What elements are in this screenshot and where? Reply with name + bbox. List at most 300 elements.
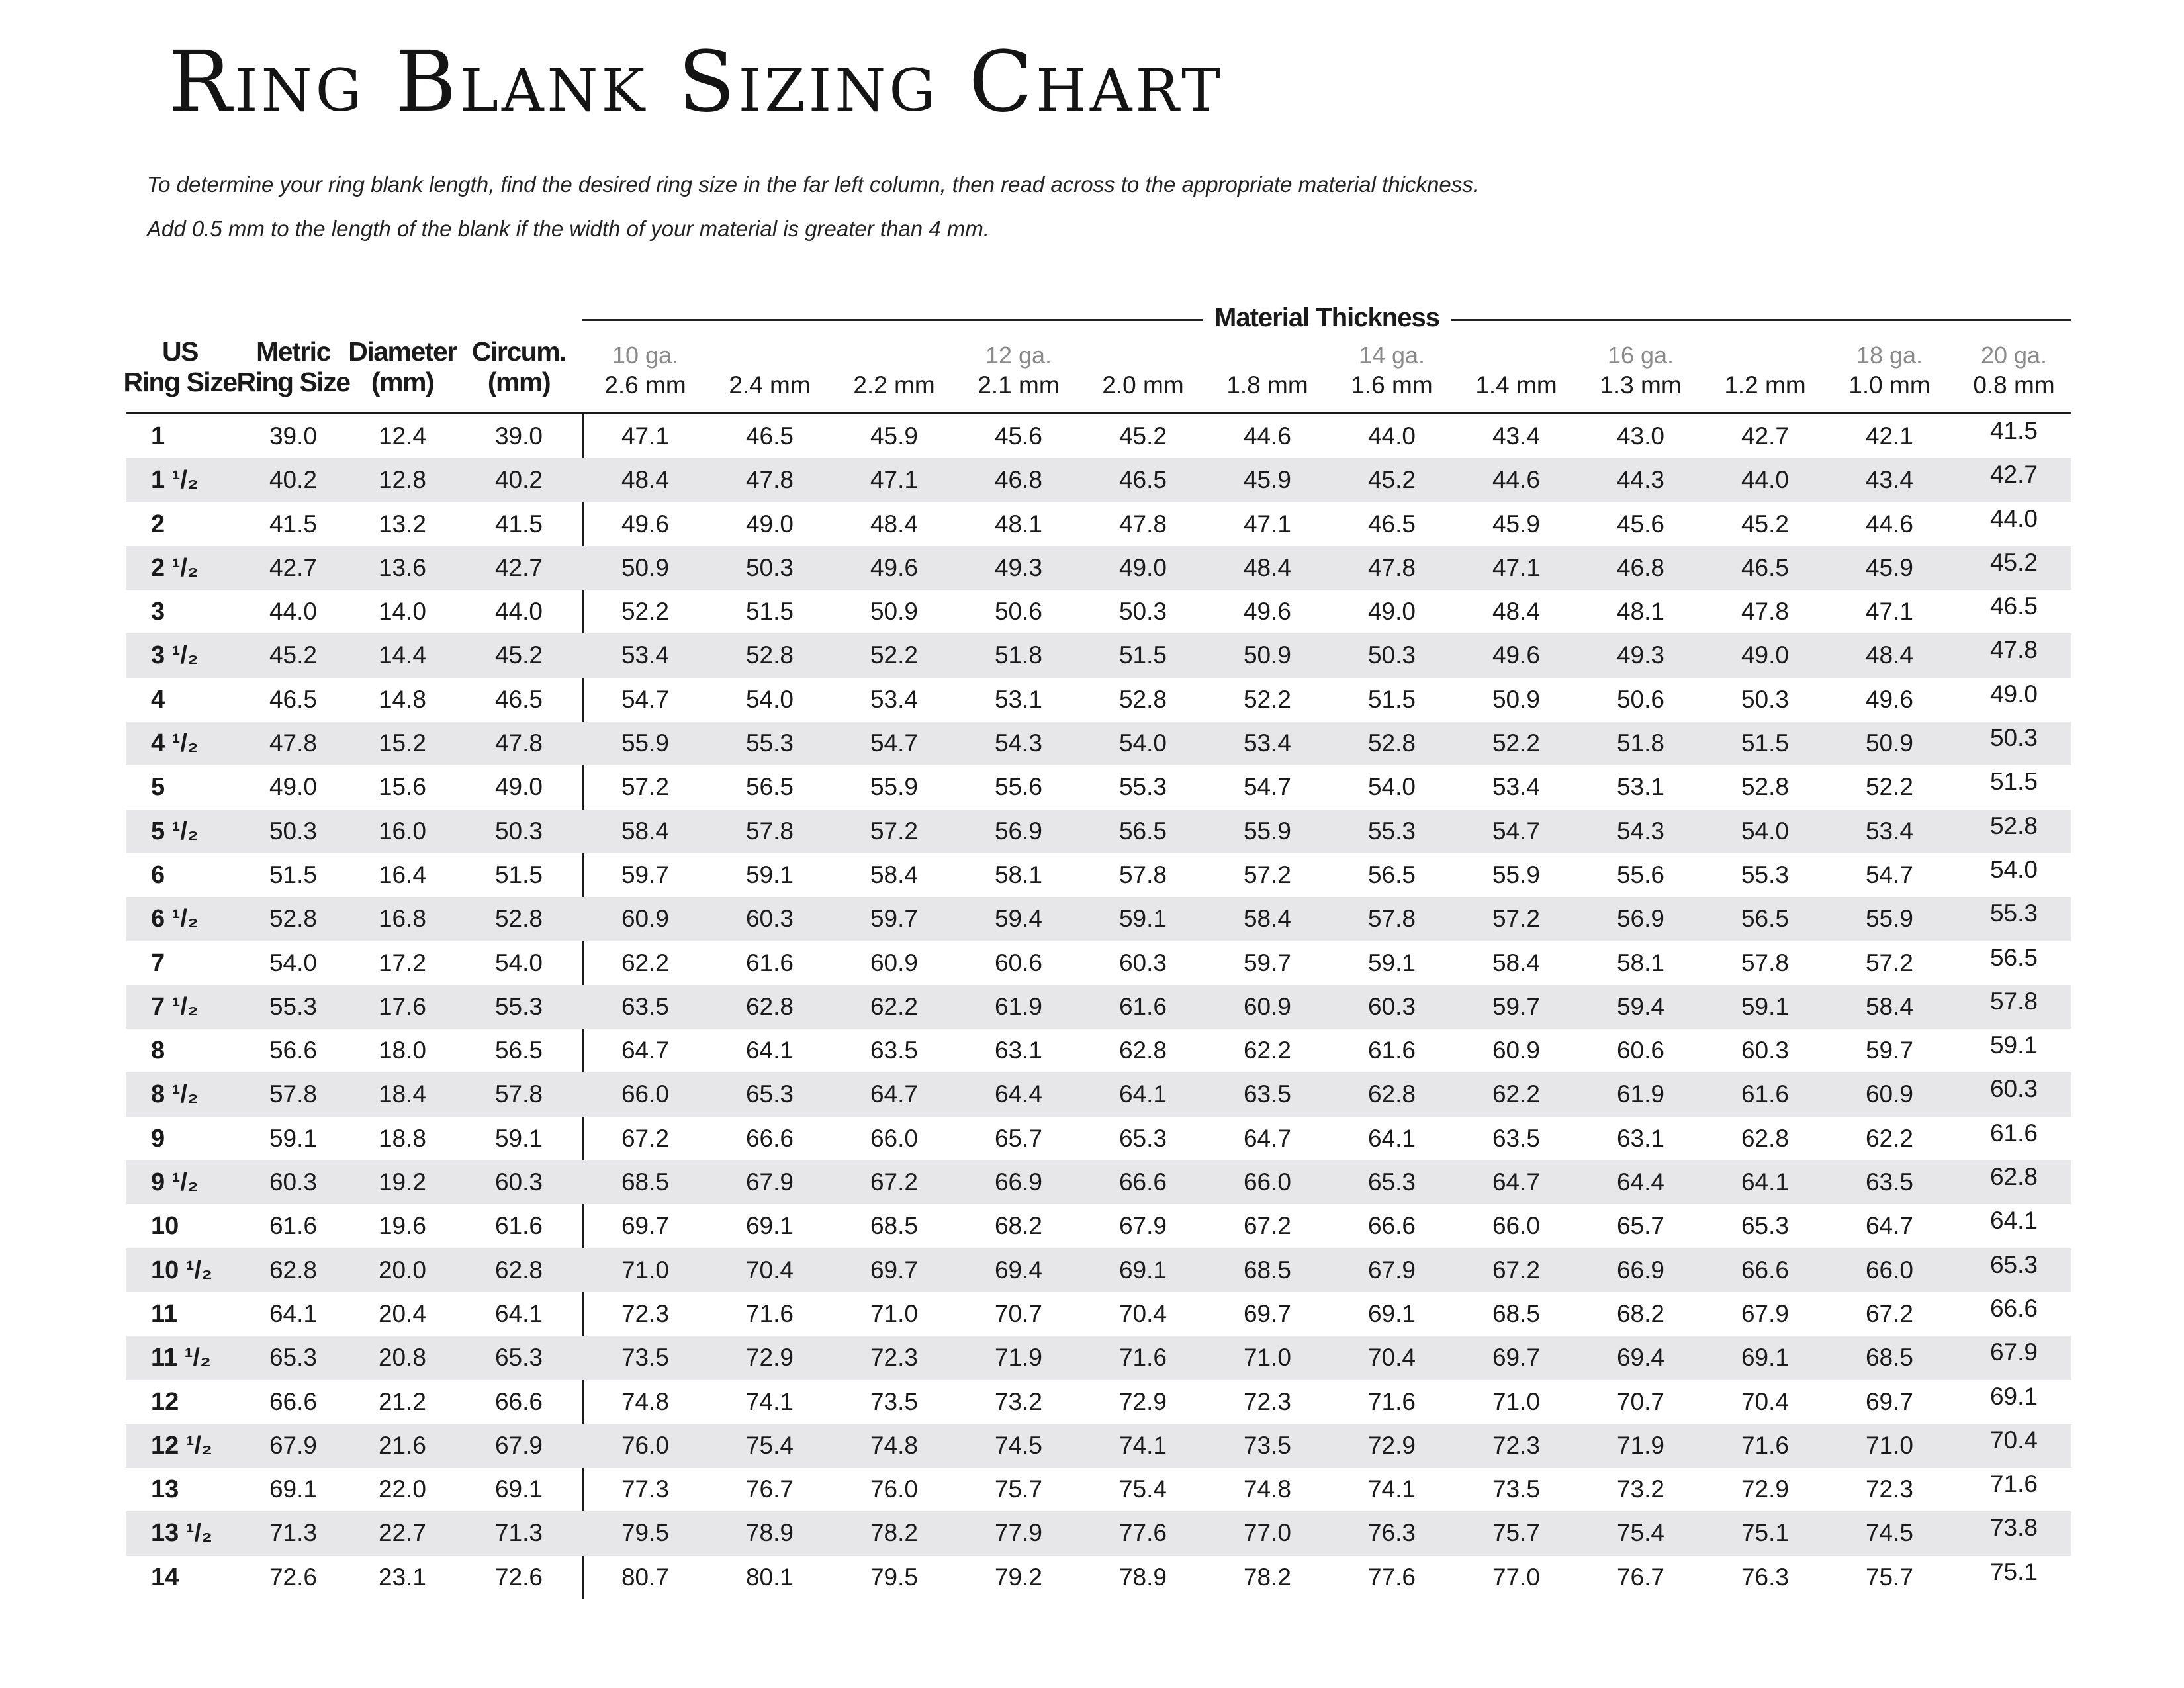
blank-length-cell: 60.3 <box>1989 1075 2038 1103</box>
blank-length-cell: 65.3 <box>1118 1124 1167 1152</box>
blank-length-cell: 66.6 <box>1367 1212 1416 1240</box>
blank-length-cell: 57.8 <box>1989 987 2038 1015</box>
blank-length-cell: 51.5 <box>1989 768 2038 796</box>
blank-length-cell: 47.8 <box>1367 553 1416 581</box>
blank-length-cell: 73.2 <box>1616 1476 1664 1503</box>
blank-length-cell: 64.1 <box>1118 1080 1167 1108</box>
blank-length-cell: 55.3 <box>1367 817 1416 845</box>
circumference-cell: 54.0 <box>494 949 543 976</box>
blank-length-cell: 58.4 <box>870 861 918 888</box>
blank-length-cell: 77.3 <box>621 1476 669 1503</box>
blank-length-cell: 54.7 <box>870 729 918 757</box>
blank-length-cell: 75.4 <box>1118 1476 1167 1503</box>
blank-length-cell: 52.2 <box>1492 729 1540 757</box>
blank-length-cell: 50.6 <box>1616 685 1664 713</box>
blank-length-cell: 64.7 <box>621 1037 669 1064</box>
blank-length-cell: 57.2 <box>1243 861 1291 888</box>
blank-length-cell: 53.4 <box>1492 773 1540 801</box>
blank-length-cell: 74.1 <box>745 1387 794 1415</box>
blank-length-cell: 62.2 <box>621 949 669 976</box>
blank-length-cell: 74.5 <box>1865 1519 1913 1547</box>
table-row <box>126 458 2071 502</box>
blank-length-cell: 67.9 <box>745 1168 794 1196</box>
blank-length-cell: 45.9 <box>1492 510 1540 538</box>
blank-length-cell: 76.7 <box>1616 1563 1664 1591</box>
us-ring-size-cell: 7 ¹/₂ <box>151 992 199 1021</box>
blank-length-cell: 59.4 <box>994 905 1042 933</box>
circumference-cell: 49.0 <box>494 773 543 801</box>
blank-length-cell: 75.7 <box>1865 1563 1913 1591</box>
blank-length-cell: 60.3 <box>1118 949 1167 976</box>
blank-length-cell: 65.3 <box>1741 1212 1789 1240</box>
blank-length-cell: 67.2 <box>1865 1299 1913 1327</box>
blank-length-cell: 67.2 <box>1492 1256 1540 1284</box>
metric-size-cell: 51.5 <box>269 861 317 888</box>
blank-length-cell: 71.0 <box>1865 1431 1913 1459</box>
blank-length-cell: 52.8 <box>1989 812 2038 839</box>
blank-length-cell: 53.4 <box>1243 729 1291 757</box>
circumference-cell: 61.6 <box>494 1212 543 1240</box>
blank-length-cell: 47.1 <box>870 466 918 494</box>
blank-length-cell: 68.5 <box>870 1212 918 1240</box>
metric-size-cell: 66.6 <box>269 1387 317 1415</box>
us-ring-size-cell: 10 ¹/₂ <box>151 1256 212 1284</box>
table-row <box>126 546 2071 590</box>
table-row <box>126 633 2071 677</box>
blank-length-cell: 64.7 <box>1492 1168 1540 1196</box>
blank-length-cell: 79.5 <box>621 1519 669 1547</box>
blank-length-cell: 44.0 <box>1367 422 1416 449</box>
diameter-cell: 19.2 <box>378 1168 426 1196</box>
blank-length-cell: 76.0 <box>870 1476 918 1503</box>
blank-length-cell: 50.3 <box>1741 685 1789 713</box>
blank-length-cell: 70.4 <box>1741 1387 1789 1415</box>
blank-length-cell: 51.5 <box>1118 641 1167 669</box>
blank-length-cell: 46.8 <box>1616 553 1664 581</box>
blank-length-cell: 75.1 <box>1989 1558 2038 1585</box>
metric-size-cell: 47.8 <box>269 729 317 757</box>
blank-length-cell: 56.5 <box>745 773 794 801</box>
table-row <box>126 502 2071 546</box>
diameter-cell: 13.6 <box>378 553 426 581</box>
thickness-mm-header: 2.6 mm <box>604 371 686 399</box>
diameter-cell: 17.2 <box>378 949 426 976</box>
blank-length-cell: 75.7 <box>994 1476 1042 1503</box>
blank-length-cell: 54.0 <box>1989 855 2038 883</box>
column-header-us-ring-size <box>114 336 246 397</box>
table-row <box>126 1072 2071 1116</box>
blank-length-cell: 50.3 <box>745 553 794 581</box>
blank-length-cell: 71.0 <box>1243 1344 1291 1372</box>
column-header-line1: US <box>162 336 198 367</box>
blank-length-cell: 54.7 <box>1865 861 1913 888</box>
table-row <box>126 1029 2071 1072</box>
blank-length-cell: 61.9 <box>1616 1080 1664 1108</box>
blank-length-cell: 52.2 <box>1865 773 1913 801</box>
blank-length-cell: 71.0 <box>870 1299 918 1327</box>
circumference-cell: 71.3 <box>494 1519 543 1547</box>
blank-length-cell: 67.2 <box>1243 1212 1291 1240</box>
blank-length-cell: 60.3 <box>745 905 794 933</box>
blank-length-cell: 57.8 <box>745 817 794 845</box>
blank-length-cell: 51.8 <box>994 641 1042 669</box>
blank-length-cell: 47.1 <box>621 422 669 449</box>
blank-length-cell: 78.2 <box>1243 1563 1291 1591</box>
blank-length-cell: 59.7 <box>1865 1037 1913 1064</box>
metric-size-cell: 62.8 <box>269 1256 317 1284</box>
blank-length-cell: 66.6 <box>1741 1256 1789 1284</box>
blank-length-cell: 74.1 <box>1118 1431 1167 1459</box>
blank-length-cell: 45.6 <box>994 422 1042 449</box>
blank-length-cell: 72.3 <box>1865 1476 1913 1503</box>
blank-length-cell: 67.9 <box>1118 1212 1167 1240</box>
diameter-cell: 19.6 <box>378 1212 426 1240</box>
blank-length-cell: 49.0 <box>745 510 794 538</box>
blank-length-cell: 58.4 <box>1865 992 1913 1020</box>
circumference-cell: 46.5 <box>494 685 543 713</box>
blank-length-cell: 46.5 <box>1367 510 1416 538</box>
metric-size-cell: 40.2 <box>269 466 317 494</box>
blank-length-cell: 45.2 <box>1989 548 2038 576</box>
blank-length-cell: 74.8 <box>621 1387 669 1415</box>
blank-length-cell: 69.4 <box>994 1256 1042 1284</box>
blank-length-cell: 44.0 <box>1741 466 1789 494</box>
intro-note: Add 0.5 mm to the length of the blank if the width of your material is greater than 4 mm. <box>147 216 989 241</box>
blank-length-cell: 66.0 <box>1492 1212 1540 1240</box>
blank-length-cell: 64.1 <box>1989 1207 2038 1235</box>
table-row <box>126 678 2071 722</box>
blank-length-cell: 55.3 <box>745 729 794 757</box>
blank-length-cell: 55.9 <box>621 729 669 757</box>
table-row <box>126 1336 2071 1380</box>
us-ring-size-cell: 6 <box>151 861 165 889</box>
column-header-circumference <box>453 336 585 397</box>
diameter-cell: 16.8 <box>378 905 426 933</box>
blank-length-cell: 59.1 <box>745 861 794 888</box>
blank-length-cell: 77.0 <box>1243 1519 1291 1547</box>
diameter-cell: 14.8 <box>378 685 426 713</box>
blank-length-cell: 59.7 <box>1492 992 1540 1020</box>
blank-length-cell: 54.0 <box>1118 729 1167 757</box>
metric-size-cell: 41.5 <box>269 510 317 538</box>
blank-length-cell: 70.4 <box>1367 1344 1416 1372</box>
table-row <box>126 985 2071 1029</box>
diameter-cell: 12.4 <box>378 422 426 449</box>
blank-length-cell: 77.0 <box>1492 1563 1540 1591</box>
blank-length-cell: 57.2 <box>1492 905 1540 933</box>
blank-length-cell: 50.6 <box>994 598 1042 626</box>
diameter-cell: 15.2 <box>378 729 426 757</box>
blank-length-cell: 72.3 <box>1492 1431 1540 1459</box>
gauge-label: 10 ga. <box>612 342 679 369</box>
us-ring-size-cell: 13 ¹/₂ <box>151 1519 212 1548</box>
thickness-mm-header: 1.6 mm <box>1351 371 1433 399</box>
blank-length-cell: 59.1 <box>1367 949 1416 976</box>
blank-length-cell: 66.6 <box>1989 1294 2038 1322</box>
blank-length-cell: 60.6 <box>1616 1037 1664 1064</box>
blank-length-cell: 48.4 <box>870 510 918 538</box>
metric-size-cell: 49.0 <box>269 773 317 801</box>
sizing-table-body <box>126 414 2071 1599</box>
circumference-cell: 67.9 <box>494 1431 543 1459</box>
blank-length-cell: 47.8 <box>745 466 794 494</box>
blank-length-cell: 71.9 <box>994 1344 1042 1372</box>
blank-length-cell: 66.0 <box>621 1080 669 1108</box>
us-ring-size-cell: 4 <box>151 685 165 714</box>
diameter-cell: 16.4 <box>378 861 426 888</box>
blank-length-cell: 47.1 <box>1492 553 1540 581</box>
circumference-cell: 64.1 <box>494 1299 543 1327</box>
us-ring-size-cell: 5 <box>151 773 165 802</box>
blank-length-cell: 74.5 <box>994 1431 1042 1459</box>
blank-length-cell: 69.1 <box>1118 1256 1167 1284</box>
circumference-cell: 47.8 <box>494 729 543 757</box>
column-header-line1: Metric <box>256 336 330 367</box>
blank-length-cell: 79.5 <box>870 1563 918 1591</box>
us-ring-size-cell: 13 <box>151 1476 179 1504</box>
blank-length-cell: 48.4 <box>621 466 669 494</box>
blank-length-cell: 60.9 <box>870 949 918 976</box>
table-row <box>126 765 2071 809</box>
us-ring-size-cell: 3 <box>151 598 165 626</box>
blank-length-cell: 59.7 <box>1243 949 1291 976</box>
blank-length-cell: 60.9 <box>1865 1080 1913 1108</box>
blank-length-cell: 55.6 <box>1616 861 1664 888</box>
circumference-cell: 39.0 <box>494 422 543 449</box>
blank-length-cell: 42.1 <box>1865 422 1913 449</box>
blank-length-cell: 56.5 <box>1741 905 1789 933</box>
thickness-mm-header: 1.0 mm <box>1848 371 1931 399</box>
blank-length-cell: 70.7 <box>1616 1387 1664 1415</box>
blank-length-cell: 69.7 <box>1243 1299 1291 1327</box>
blank-length-cell: 54.0 <box>745 685 794 713</box>
metric-size-cell: 65.3 <box>269 1344 317 1372</box>
diameter-cell: 18.8 <box>378 1124 426 1152</box>
blank-length-cell: 66.0 <box>1865 1256 1913 1284</box>
blank-length-cell: 56.9 <box>994 817 1042 845</box>
blank-length-cell: 68.2 <box>1616 1299 1664 1327</box>
column-header-line1: Diameter <box>348 336 457 367</box>
blank-length-cell: 73.5 <box>1492 1476 1540 1503</box>
blank-length-cell: 52.8 <box>1741 773 1789 801</box>
blank-length-cell: 50.3 <box>1989 724 2038 752</box>
blank-length-cell: 62.2 <box>1865 1124 1913 1152</box>
blank-length-cell: 54.3 <box>994 729 1042 757</box>
blank-length-cell: 71.6 <box>1741 1431 1789 1459</box>
blank-length-cell: 59.7 <box>621 861 669 888</box>
blank-length-cell: 77.6 <box>1118 1519 1167 1547</box>
blank-length-cell: 50.9 <box>621 553 669 581</box>
blank-length-cell: 53.4 <box>1865 817 1913 845</box>
diameter-cell: 20.4 <box>378 1299 426 1327</box>
blank-length-cell: 57.2 <box>870 817 918 845</box>
blank-length-cell: 65.7 <box>994 1124 1042 1152</box>
blank-length-cell: 49.3 <box>1616 641 1664 669</box>
column-header-line2: Ring Size <box>236 367 350 397</box>
blank-length-cell: 78.9 <box>1118 1563 1167 1591</box>
blank-length-cell: 44.6 <box>1865 510 1913 538</box>
thickness-mm-header: 0.8 mm <box>1973 371 2055 399</box>
blank-length-cell: 69.7 <box>621 1212 669 1240</box>
blank-length-cell: 68.5 <box>1243 1256 1291 1284</box>
blank-length-cell: 59.1 <box>1118 905 1167 933</box>
blank-length-cell: 80.1 <box>745 1563 794 1591</box>
blank-length-cell: 67.9 <box>1989 1338 2038 1366</box>
page-title: Ring Blank Sizing Chart <box>169 33 1224 130</box>
blank-length-cell: 50.9 <box>870 598 918 626</box>
blank-length-cell: 67.9 <box>1741 1299 1789 1327</box>
thickness-mm-header: 1.4 mm <box>1475 371 1557 399</box>
blank-length-cell: 75.1 <box>1741 1519 1789 1547</box>
blank-length-cell: 52.8 <box>1118 685 1167 713</box>
table-row <box>126 1204 2071 1248</box>
blank-length-cell: 60.6 <box>994 949 1042 976</box>
blank-length-cell: 78.9 <box>745 1519 794 1547</box>
blank-length-cell: 76.7 <box>745 1476 794 1503</box>
circumference-cell: 57.8 <box>494 1080 543 1108</box>
blank-length-cell: 47.1 <box>1243 510 1291 538</box>
gauge-label: 16 ga. <box>1607 342 1674 369</box>
circumference-cell: 44.0 <box>494 598 543 626</box>
table-row <box>126 853 2071 897</box>
blank-length-cell: 64.4 <box>1616 1168 1664 1196</box>
gauge-label: 12 ga. <box>985 342 1052 369</box>
circumference-cell: 65.3 <box>494 1344 543 1372</box>
blank-length-cell: 75.7 <box>1492 1519 1540 1547</box>
blank-length-cell: 55.9 <box>1243 817 1291 845</box>
blank-length-cell: 56.5 <box>1367 861 1416 888</box>
blank-length-cell: 67.2 <box>621 1124 669 1152</box>
us-ring-size-cell: 3 ¹/₂ <box>151 641 199 670</box>
blank-length-cell: 58.4 <box>1243 905 1291 933</box>
blank-length-cell: 47.8 <box>1741 598 1789 626</box>
blank-length-cell: 67.2 <box>870 1168 918 1196</box>
blank-length-cell: 80.7 <box>621 1563 669 1591</box>
blank-length-cell: 42.7 <box>1989 461 2038 489</box>
blank-length-cell: 66.6 <box>1118 1168 1167 1196</box>
blank-length-cell: 48.4 <box>1243 553 1291 581</box>
thickness-mm-header: 1.3 mm <box>1600 371 1682 399</box>
table-row <box>126 1160 2071 1204</box>
blank-length-cell: 65.3 <box>1989 1250 2038 1278</box>
blank-length-cell: 52.2 <box>1243 685 1291 713</box>
blank-length-cell: 57.2 <box>1865 949 1913 976</box>
us-ring-size-cell: 1 ¹/₂ <box>151 466 199 494</box>
table-row <box>126 590 2071 633</box>
blank-length-cell: 72.9 <box>1741 1476 1789 1503</box>
blank-length-cell: 57.8 <box>1367 905 1416 933</box>
blank-length-cell: 48.1 <box>994 510 1042 538</box>
blank-length-cell: 66.9 <box>1616 1256 1664 1284</box>
thickness-mm-header: 2.2 mm <box>853 371 935 399</box>
blank-length-cell: 45.6 <box>1616 510 1664 538</box>
blank-length-cell: 48.4 <box>1492 598 1540 626</box>
blank-length-cell: 53.4 <box>621 641 669 669</box>
blank-length-cell: 76.3 <box>1367 1519 1416 1547</box>
metric-size-cell: 42.7 <box>269 553 317 581</box>
blank-length-cell: 64.7 <box>1243 1124 1291 1152</box>
circumference-cell: 59.1 <box>494 1124 543 1152</box>
intro-instruction: To determine your ring blank length, find the desired ring size in the far left column, then read across to the appropriate material thickness. <box>147 172 1479 197</box>
blank-length-cell: 72.3 <box>870 1344 918 1372</box>
blank-length-cell: 46.5 <box>1118 466 1167 494</box>
blank-length-cell: 51.5 <box>745 598 794 626</box>
blank-length-cell: 64.1 <box>1741 1168 1789 1196</box>
column-header-diameter <box>336 336 469 397</box>
blank-length-cell: 41.5 <box>1989 417 2038 444</box>
gauge-label: 20 ga. <box>1980 342 2048 369</box>
blank-length-cell: 62.8 <box>1118 1037 1167 1064</box>
blank-length-cell: 45.2 <box>1118 422 1167 449</box>
blank-length-cell: 57.8 <box>1741 949 1789 976</box>
circumference-cell: 42.7 <box>494 553 543 581</box>
blank-length-cell: 78.2 <box>870 1519 918 1547</box>
table-row <box>126 722 2071 765</box>
blank-length-cell: 52.2 <box>870 641 918 669</box>
metric-size-cell: 46.5 <box>269 685 317 713</box>
us-ring-size-cell: 8 <box>151 1037 165 1065</box>
blank-length-cell: 44.0 <box>1989 504 2038 532</box>
blank-length-cell: 68.5 <box>1865 1344 1913 1372</box>
circumference-cell: 56.5 <box>494 1037 543 1064</box>
metric-size-cell: 61.6 <box>269 1212 317 1240</box>
blank-length-cell: 79.2 <box>994 1563 1042 1591</box>
us-ring-size-cell: 10 <box>151 1212 179 1241</box>
table-row <box>126 897 2071 941</box>
circumference-cell: 72.6 <box>494 1563 543 1591</box>
blank-length-cell: 68.5 <box>621 1168 669 1196</box>
blank-length-cell: 60.9 <box>1243 992 1291 1020</box>
diameter-cell: 15.6 <box>378 773 426 801</box>
metric-size-cell: 69.1 <box>269 1476 317 1503</box>
blank-length-cell: 45.9 <box>1243 466 1291 494</box>
blank-length-cell: 69.1 <box>1741 1344 1789 1372</box>
blank-length-cell: 73.5 <box>621 1344 669 1372</box>
diameter-cell: 22.7 <box>378 1519 426 1547</box>
blank-length-cell: 77.9 <box>994 1519 1042 1547</box>
metric-size-cell: 45.2 <box>269 641 317 669</box>
blank-length-cell: 55.9 <box>1865 905 1913 933</box>
blank-length-cell: 45.9 <box>870 422 918 449</box>
blank-length-cell: 46.8 <box>994 466 1042 494</box>
blank-length-cell: 63.1 <box>994 1037 1042 1064</box>
blank-length-cell: 61.6 <box>1367 1037 1416 1064</box>
blank-length-cell: 71.0 <box>1492 1387 1540 1415</box>
blank-length-cell: 66.0 <box>1243 1168 1291 1196</box>
circumference-cell: 51.5 <box>494 861 543 888</box>
blank-length-cell: 54.0 <box>1367 773 1416 801</box>
blank-length-cell: 74.8 <box>870 1431 918 1459</box>
blank-length-cell: 72.9 <box>1367 1431 1416 1459</box>
us-ring-size-cell: 2 <box>151 510 165 538</box>
blank-length-cell: 68.2 <box>994 1212 1042 1240</box>
blank-length-cell: 55.9 <box>870 773 918 801</box>
diameter-cell: 17.6 <box>378 992 426 1020</box>
table-row <box>126 1117 2071 1160</box>
us-ring-size-cell: 12 <box>151 1387 179 1416</box>
blank-length-cell: 57.8 <box>1118 861 1167 888</box>
metric-size-cell: 44.0 <box>269 598 317 626</box>
diameter-cell: 14.0 <box>378 598 426 626</box>
blank-length-cell: 45.2 <box>1367 466 1416 494</box>
blank-length-cell: 62.8 <box>1741 1124 1789 1152</box>
blank-length-cell: 60.3 <box>1367 992 1416 1020</box>
blank-length-cell: 62.8 <box>1367 1080 1416 1108</box>
blank-length-cell: 49.6 <box>621 510 669 538</box>
diameter-cell: 14.4 <box>378 641 426 669</box>
blank-length-cell: 51.5 <box>1741 729 1789 757</box>
blank-length-cell: 64.1 <box>1367 1124 1416 1152</box>
